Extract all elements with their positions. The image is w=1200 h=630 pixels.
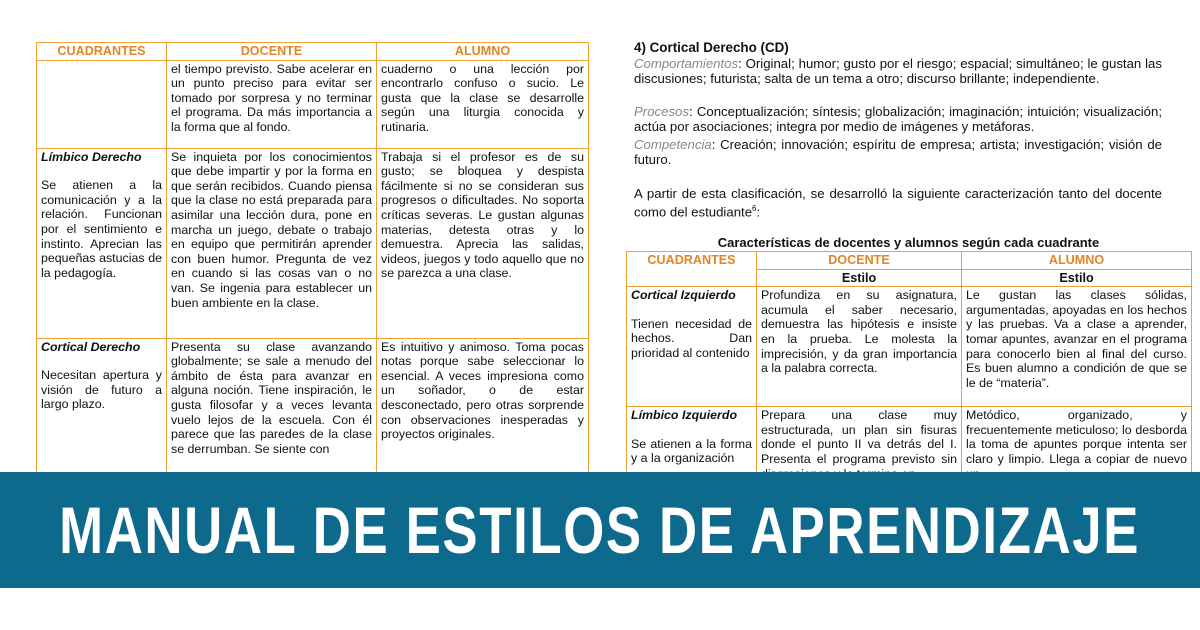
docente-cell: Se inquieta por los conocimientos que debe impartir y por la forma en que serán recibidos. Cuando piensa que la clase no está preparada para asimilar una lección dura, pone en marcha un juego, debate o trabajo en equipo que permitirán aprender con buen humor. Pregunta de vez en cuando si las cosas van o no van. Se ingenia para establecer un buen ambiente en la clase. [167,148,377,338]
paragraph-procesos [634,104,1162,135]
table-row [37,338,589,478]
cuadrante-cell [627,287,757,407]
header-cuadrantes: CUADRANTES [627,252,757,287]
header-cuadrantes: CUADRANTES [37,43,167,61]
cuadrante-title: Cortical Izquierdo [631,288,736,303]
cuadrante-title: Límbico Izquierdo [631,408,738,423]
table-header-row [627,252,1192,270]
subheader-estilo-alumno: Estilo [962,269,1192,287]
alumno-cell: Es intuitivo y animoso. Toma pocas notas porque sabe seleccionar lo esencial. A veces impresiona como un soñador, o de estar desconectado, pero otras sorprende con observaciones inesperadas y proyectos originales. [377,338,589,478]
cuadrante-cell [37,60,167,148]
alumno-cell: Metódico, organizado, y frecuentemente meticuloso; lo desborda la toma de apuntes porque intenta ser claro y limpio. Llega a copiar de nuevo [962,407,1192,527]
table-caption: Características de docentes y alumnos según cada cuadrante [717,235,1100,250]
cuadrante-title: Cortical Derecho [41,339,141,354]
cuadrante-title: Límbico Derecho [41,149,142,164]
intro-end: : [756,204,761,220]
term-label: Competencia [634,137,712,152]
cuadrante-description: Se atienen a la forma y a la organización [631,436,752,466]
table-row [37,148,589,338]
cuadrante-cell [37,148,167,338]
paragraph-text: : Original; humor; gusto por el riesgo; espacial; simultáneo; le gustan las discusiones; futurista; salta de un tema a otro; discurso brillante; independiente. [634,56,1162,87]
term-label: Comportamientos [634,56,739,71]
left-quadrants-table [36,42,589,479]
alumno-cell: cuaderno o una lección por encontrarlo confuso o sucio. Le gusta que la clase se desarrolle según una liturgia conocida y rutinaria. [377,60,589,148]
cuadrante-cell [37,338,167,478]
table-header-row [37,43,589,61]
docente-cell: Prepara una clase muy estructurada, un plan sin fisuras donde el punto II va detrás del I. Presenta el programa previsto sin [757,407,962,527]
footnote-ref: 6 [752,204,757,214]
section-heading: 4) Cortical Derecho (CD) [634,40,789,55]
cuadrante-description: Necesitan apertura y visión de futuro a largo plazo. [41,368,162,412]
alumno-cell: Trabaja si el profesor es de su gusto; se bloquea y despista fácilmente si no se consideran sus progresos o dificultades. No soporta críticas severas. Le gustan algunas materias, detesta otras y lo demuestra. Aprecia las salidas, videos, juegos y todo aquello que no se parezca a una clase. [377,148,589,338]
header-alumno: ALUMNO [377,43,589,61]
table-row [627,287,1192,407]
paragraph-text: : Conceptualización; síntesis; globalización; imaginación; intuición; visualización; actúa por asociaciones; integra por medio de imágenes y metáforas. [634,104,1162,135]
docente-cell: Presenta su clase avanzando globalmente; se sale a menudo del ámbito de ésta para avanzar en alguna noción. Tiene inspiración, le gusta filosofar y a veces levanta vuelo lejos de la escuela. Con él parece que las paredes de la clase se derrumban. Se siente con [167,338,377,478]
paragraph-competencia [634,137,1162,168]
header-docente: DOCENTE [757,252,962,270]
intro-text: A partir de esta clasificación, se desarrolló la siguiente caracterización tanto del docente como del estudiante [634,186,1162,220]
cuadrante-description: Se atienen a la comunicación y a la relación. Funcionan por el sentimiento e instinto. Aprecian las pequeñas astucias de la pedagogía. [41,178,162,280]
title-banner [0,472,1200,588]
term-label: Procesos [634,104,689,119]
table-row [37,60,589,148]
cuadrante-description: Tienen necesidad de hechos. Dan prioridad al contenido [631,316,752,360]
header-alumno: ALUMNO [962,252,1192,270]
banner-title: MANUAL DE ESTILOS DE APRENDIZAJE [59,493,1141,567]
docente-cell: Profundiza en su asignatura, acumula el saber necesario, demuestra las hipótesis e insiste en la prueba. Le molesta la imprecisión, y da gran importancia a la palabra correcta. [757,287,962,407]
header-docente: DOCENTE [167,43,377,61]
alumno-cell: Le gustan las clases sólidas, argumentadas, apoyadas en los hechos y las pruebas. Va a clase a aprender, tomar apuntes, avanzar en el programa para conocerlo bien al final del curso. Es buen alumno a condición de que se le de “materia”. [962,287,1192,407]
subheader-estilo-docente: Estilo [757,269,962,287]
paragraph-text: : Creación; innovación; espíritu de empresa; artista; investigación; visión de futuro. [634,137,1162,168]
docente-cell: el tiempo previsto. Sabe acelerar en un punto preciso para evitar ser tomado por sorpresa y no terminar el programa. Da más importancia a la forma que al fondo. [167,60,377,148]
paragraph-comportamientos [634,56,1162,87]
intro-paragraph [634,186,1162,220]
